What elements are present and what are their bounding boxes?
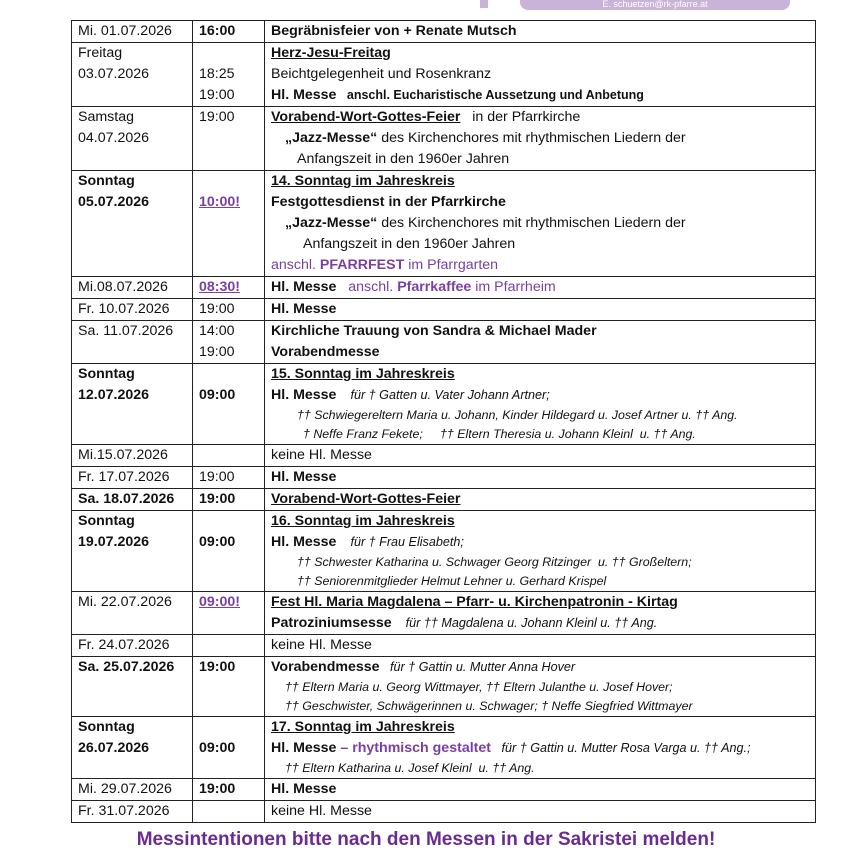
- event-cell: [265, 43, 816, 107]
- time-cell: [193, 511, 265, 592]
- time-text: 19:00: [199, 491, 236, 507]
- event-line: [271, 277, 809, 298]
- event-line: [271, 299, 809, 320]
- event-line: [271, 511, 809, 532]
- event-line: [271, 43, 809, 64]
- event-text: PFARRFEST: [319, 257, 405, 273]
- schedule-row: [72, 21, 816, 43]
- event-cell: [265, 299, 816, 321]
- event-text: im Pfarrheim: [471, 279, 556, 295]
- event-text: 17. Sonntag im Jahreskreis: [271, 719, 455, 735]
- time-cell: [193, 592, 265, 635]
- date-text: Sonntag: [78, 173, 135, 189]
- schedule-row: [72, 592, 816, 635]
- event-line: [271, 21, 809, 42]
- schedule-row: [72, 171, 816, 277]
- event-line: [271, 697, 809, 716]
- time-text: 14:00: [199, 323, 235, 339]
- event-text: im Pfarrgarten: [404, 257, 499, 273]
- time-text: [199, 717, 258, 738]
- event-text: † Neffe Franz Fekete; †† Eltern Theresia u. Johann Kleinl u. †† Ang.: [303, 427, 696, 441]
- time-text: 09:00!: [199, 594, 241, 610]
- schedule-row: [72, 489, 816, 511]
- time-text: [199, 635, 258, 656]
- time-cell: [193, 43, 265, 107]
- time-text: 16:00: [199, 23, 236, 39]
- event-cell: [265, 364, 816, 445]
- event-cell: [265, 321, 816, 364]
- event-text: Pfarrkaffee: [397, 279, 472, 295]
- date-cell: [72, 107, 193, 171]
- event-text: keine Hl. Messe: [271, 447, 372, 463]
- event-line: [271, 657, 809, 678]
- event-line: [271, 85, 809, 106]
- date-cell: [72, 801, 193, 823]
- event-text: 14. Sonntag im Jahreskreis: [271, 173, 455, 189]
- event-text: Hl. Messe: [271, 279, 337, 295]
- event-text: anschl.: [336, 279, 398, 295]
- event-text: Beichtgelegenheit und Rosenkranz: [271, 66, 492, 82]
- header-contact: E. schuetzen@rk-pfarre.at: [602, 0, 708, 9]
- event-cell: [265, 277, 816, 299]
- date-text: Mi. 22.07.2026: [78, 594, 172, 610]
- header-contact-banner: [520, 0, 790, 10]
- event-line: [271, 171, 809, 192]
- event-text: Hl. Messe: [271, 534, 337, 550]
- event-text: – rhythmisch gestaltet: [336, 740, 491, 756]
- date-cell: [72, 43, 193, 107]
- time-text: [199, 364, 258, 385]
- time-cell: [193, 657, 265, 717]
- time-text: [199, 171, 258, 192]
- event-text: Herz-Jesu-Freitag: [271, 45, 391, 61]
- event-text: des Kirchenchores mit rhythmischen Liedern der: [377, 215, 686, 231]
- time-cell: [193, 779, 265, 801]
- event-text: Kirchliche Trauung von Sandra & Michael Mader: [271, 323, 597, 339]
- event-text: Fest Hl. Maria Magdalena – Pfarr- u. Kirchenpatronin - Kirtag: [271, 594, 678, 610]
- event-text: Patroziniumsesse: [271, 615, 392, 631]
- time-cell: [193, 299, 265, 321]
- time-text: 19:00: [199, 659, 236, 675]
- event-text: †† Eltern Katharina u. Josef Kleinl u. †† Ang.: [285, 761, 535, 775]
- event-text: Hl. Messe: [271, 781, 337, 797]
- date-cell: [72, 779, 193, 801]
- event-text: Vorabend-Wort-Gottes-Feier: [271, 109, 461, 125]
- event-line: [271, 364, 809, 385]
- date-cell: [72, 489, 193, 511]
- date-text: Sa. 25.07.2026: [78, 659, 175, 675]
- footer-note: Messintentionen bitte nach den Messen in der Sakristei melden!: [136, 829, 716, 850]
- event-text: für † Gatten u. Vater Johann Artner;: [336, 388, 550, 402]
- event-line: [271, 342, 809, 363]
- event-line: [271, 64, 809, 85]
- date-text: Mi.15.07.2026: [78, 447, 168, 463]
- event-text: Hl. Messe: [271, 87, 337, 103]
- time-cell: [193, 364, 265, 445]
- event-cell: [265, 635, 816, 657]
- event-line: [271, 128, 809, 149]
- event-text: Vorabendmesse: [271, 344, 380, 360]
- date-cell: [72, 364, 193, 445]
- time-cell: [193, 107, 265, 171]
- event-line: [271, 759, 809, 778]
- event-cell: [265, 107, 816, 171]
- date-cell: [72, 321, 193, 364]
- event-text: †† Schwiegereltern Maria u. Johann, Kinder Hildegard u. Josef Artner u. †† Ang.: [297, 408, 738, 422]
- time-text: 19:00: [199, 87, 235, 103]
- date-text: Mi. 01.07.2026: [78, 23, 172, 39]
- schedule-table: [71, 20, 816, 823]
- date-cell: [72, 635, 193, 657]
- date-text: 03.07.2026: [78, 66, 150, 82]
- time-text: 18:25: [199, 66, 235, 82]
- event-text: Hl. Messe: [271, 740, 337, 756]
- event-text: Vorabend-Wort-Gottes-Feier: [271, 491, 461, 507]
- time-text: 19:00: [199, 469, 235, 485]
- date-text: Mi.08.07.2026: [78, 279, 168, 295]
- time-text: 19:00: [199, 344, 235, 360]
- event-line: [271, 213, 809, 234]
- date-text: Freitag: [78, 45, 123, 61]
- date-cell: [72, 511, 193, 592]
- schedule-row: [72, 299, 816, 321]
- date-cell: [72, 21, 193, 43]
- event-text: keine Hl. Messe: [271, 637, 372, 653]
- event-cell: [265, 657, 816, 717]
- schedule-row: [72, 445, 816, 467]
- schedule-row: [72, 801, 816, 823]
- event-text: †† Schwester Katharina u. Schwager Georg Ritzinger u. †† Großeltern;: [297, 555, 692, 569]
- event-text: Hl. Messe: [271, 387, 337, 403]
- event-line: [271, 489, 809, 510]
- date-text: Samstag: [78, 109, 134, 125]
- date-text: 04.07.2026: [78, 130, 150, 146]
- date-cell: [72, 445, 193, 467]
- time-text: 19:00: [199, 109, 235, 125]
- event-line: [271, 553, 809, 572]
- time-text: 09:00: [199, 740, 236, 756]
- time-cell: [193, 21, 265, 43]
- event-text: †† Eltern Maria u. Georg Wittmayer, †† Eltern Julanthe u. Josef Hover;: [285, 680, 673, 694]
- time-text: [199, 43, 258, 64]
- date-text: 19.07.2026: [78, 534, 150, 550]
- event-text: anschl. Eucharistische Aussetzung und Anbetung: [336, 88, 644, 102]
- event-line: [271, 635, 809, 656]
- time-text: [199, 445, 258, 466]
- date-text: 05.07.2026: [78, 194, 150, 210]
- event-text: des Kirchenchores mit rhythmischen Liedern der: [377, 130, 686, 146]
- event-cell: [265, 467, 816, 489]
- event-cell: [265, 717, 816, 779]
- event-line: [271, 321, 809, 342]
- event-cell: [265, 171, 816, 277]
- time-text: 09:00: [199, 534, 236, 550]
- event-line: [271, 385, 809, 406]
- event-line: [271, 445, 809, 466]
- time-cell: [193, 445, 265, 467]
- time-cell: [193, 801, 265, 823]
- time-text: 19:00: [199, 781, 236, 797]
- time-text: 10:00!: [199, 194, 241, 210]
- time-text: [199, 511, 258, 532]
- schedule-body: [72, 21, 816, 823]
- date-cell: [72, 277, 193, 299]
- schedule-row: [72, 635, 816, 657]
- time-cell: [193, 635, 265, 657]
- event-text: Hl. Messe: [271, 469, 337, 485]
- event-line: [271, 107, 809, 128]
- time-cell: [193, 277, 265, 299]
- event-text: in der Pfarrkirche: [460, 109, 581, 125]
- event-line: [271, 532, 809, 553]
- date-text: Fr. 24.07.2026: [78, 637, 170, 653]
- event-line: [271, 717, 809, 738]
- event-cell: [265, 779, 816, 801]
- header-tab: [480, 0, 488, 8]
- event-text: Festgottesdienst in der Pfarrkirche: [271, 194, 506, 210]
- event-text: für † Gattin u. Mutter Anna Hover: [379, 660, 576, 674]
- schedule-row: [72, 511, 816, 592]
- date-text: Sonntag: [78, 719, 135, 735]
- date-cell: [72, 299, 193, 321]
- schedule-row: [72, 717, 816, 779]
- date-text: Fr. 10.07.2026: [78, 301, 170, 317]
- schedule-row: [72, 467, 816, 489]
- event-line: [271, 192, 809, 213]
- event-line: [271, 678, 809, 697]
- event-text: Vorabendmesse: [271, 659, 380, 675]
- event-text: keine Hl. Messe: [271, 803, 372, 819]
- event-cell: [265, 801, 816, 823]
- event-line: [271, 406, 809, 425]
- event-text: für † Gattin u. Mutter Rosa Varga u. †† Ang.;: [491, 741, 751, 755]
- date-text: Mi. 29.07.2026: [78, 781, 172, 797]
- date-text: Sa. 18.07.2026: [78, 491, 175, 507]
- date-cell: [72, 657, 193, 717]
- date-cell: [72, 592, 193, 635]
- event-text: †† Geschwister, Schwägerinnen u. Schwager; † Neffe Siegfried Wittmayer: [285, 699, 693, 713]
- date-text: Sa. 11.07.2026: [78, 323, 174, 339]
- date-text: Fr. 31.07.2026: [78, 803, 170, 819]
- date-text: Sonntag: [78, 513, 135, 529]
- event-line: [271, 738, 809, 759]
- event-cell: [265, 445, 816, 467]
- date-text: Sonntag: [78, 366, 135, 382]
- event-text: für †† Magdalena u. Johann Kleinl u. †† Ang.: [391, 616, 658, 630]
- event-line: [271, 779, 809, 800]
- date-cell: [72, 171, 193, 277]
- time-cell: [193, 321, 265, 364]
- schedule-row: [72, 364, 816, 445]
- schedule-row: [72, 107, 816, 171]
- event-line: [271, 149, 809, 170]
- event-line: [271, 572, 809, 591]
- event-line: [271, 425, 809, 444]
- date-text: 12.07.2026: [78, 387, 150, 403]
- event-line: [271, 613, 809, 634]
- event-line: [271, 801, 809, 822]
- event-cell: [265, 21, 816, 43]
- event-line: [271, 234, 809, 255]
- time-text: 09:00: [199, 387, 236, 403]
- time-text: [199, 801, 258, 822]
- event-text: 15. Sonntag im Jahreskreis: [271, 366, 455, 382]
- date-text: Fr. 17.07.2026: [78, 469, 170, 485]
- event-text: „Jazz-Messe“: [285, 215, 378, 231]
- event-text: †† Seniorenmitglieder Helmut Lehner u. Gerhard Krispel: [297, 574, 607, 588]
- time-text: 08:30!: [199, 279, 241, 295]
- event-text: Anfangszeit in den 1960er Jahren: [297, 151, 510, 167]
- event-line: [271, 592, 809, 613]
- schedule-row: [72, 321, 816, 364]
- event-text: Hl. Messe: [271, 301, 337, 317]
- time-cell: [193, 171, 265, 277]
- event-text: für † Frau Elisabeth;: [336, 535, 464, 549]
- time-cell: [193, 717, 265, 779]
- time-cell: [193, 467, 265, 489]
- event-text: „Jazz-Messe“: [285, 130, 378, 146]
- event-line: [271, 467, 809, 488]
- schedule-row: [72, 43, 816, 107]
- date-cell: [72, 467, 193, 489]
- schedule-row: [72, 657, 816, 717]
- event-text: Anfangszeit in den 1960er Jahren: [303, 236, 516, 252]
- schedule-row: [72, 277, 816, 299]
- event-line: [271, 255, 809, 276]
- event-text: 16. Sonntag im Jahreskreis: [271, 513, 455, 529]
- event-cell: [265, 592, 816, 635]
- time-cell: [193, 489, 265, 511]
- event-cell: [265, 489, 816, 511]
- event-text: Begräbnisfeier von + Renate Mutsch: [271, 23, 517, 39]
- schedule-row: [72, 779, 816, 801]
- time-text: 19:00: [199, 301, 235, 317]
- date-text: 26.07.2026: [78, 740, 150, 756]
- event-cell: [265, 511, 816, 592]
- date-cell: [72, 717, 193, 779]
- event-text: anschl.: [271, 257, 320, 273]
